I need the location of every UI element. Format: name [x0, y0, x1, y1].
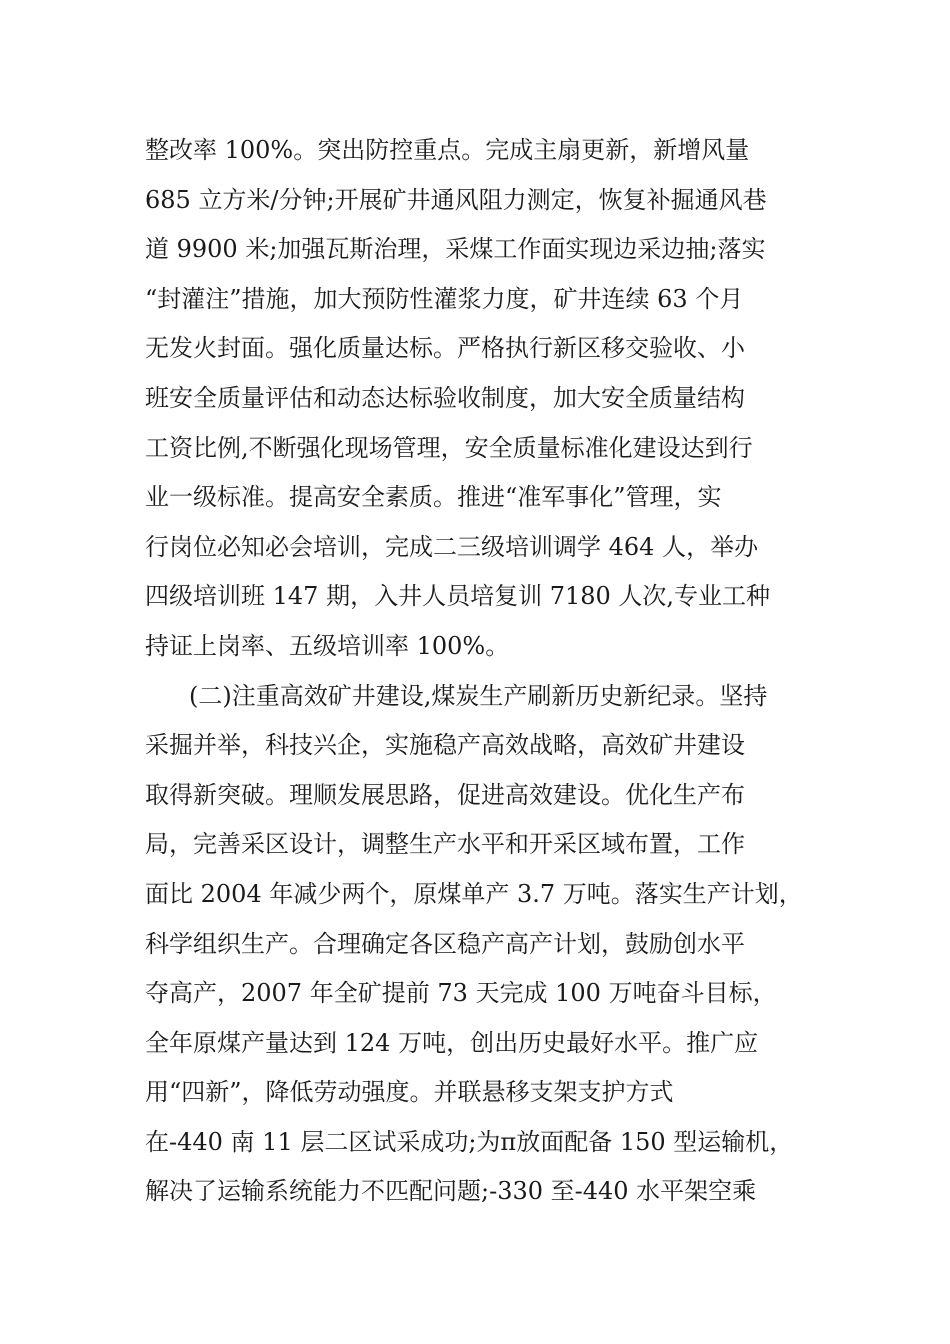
text-line: 在-440 南 11 层二区试采成功;为π放面配备 150 型运输机，	[145, 1127, 794, 1156]
text-line: 无发火封面。强化质量达标。严格执行新区移交验收、小	[145, 334, 745, 363]
text-line: 四级培训班 147 期，入井人员培复训 7180 人次,专业工种	[145, 582, 771, 611]
text-line: 局，完善采区设计，调整生产水平和开采区域布置，工作	[145, 830, 745, 859]
text-line: 取得新突破。理顺发展思路，促进高效建设。优化生产布	[145, 780, 745, 809]
text-line: 采掘并举，科技兴企，实施稳产高效战略，高效矿井建设	[145, 731, 745, 760]
text-line: 685 立方米/分钟;开展矿井通风阻力测定，恢复补掘通风巷	[145, 185, 767, 214]
text-line: 科学组织生产。合理确定各区稳产高产计划，鼓励创水平	[145, 929, 745, 958]
text-line: 工资比例,不断强化现场管理，安全质量标准化建设达到行	[145, 433, 753, 462]
paragraph-1	[145, 126, 825, 672]
text-line: 整改率 100%。突出防控重点。完成主扇更新，新增风量	[145, 136, 750, 164]
text-line: 道 9900 米;加强瓦斯治理，采煤工作面实现边采边抽;落实	[145, 235, 766, 264]
section-heading-line: (二)注重高效矿井建设,煤炭生产刷新历史新纪录。坚持	[189, 681, 768, 710]
text-line: 夺高产，2007 年全矿提前 73 天完成 100 万吨奋斗目标，	[145, 979, 777, 1008]
text-line: “封灌注”措施，加大预防性灌浆力度，矿井连续 63 个月	[145, 284, 744, 313]
document-body	[145, 126, 825, 1217]
text-line: 解决了运输系统能力不匹配问题;-330 至-440 水平架空乘	[145, 1177, 757, 1206]
text-line: 面比 2004 年减少两个，原煤单产 3.7 万吨。落实生产计划，	[145, 879, 803, 908]
text-line: 业一级标准。提高安全素质。推进“准军事化”管理，实	[145, 483, 722, 512]
text-line: 行岗位必知必会培训，完成二三级培训调学 464 人，举办	[145, 532, 759, 561]
text-line: 全年原煤产量达到 124 万吨，创出历史最好水平。推广应	[145, 1028, 759, 1057]
text-line: 持证上岗率、五级培训率 100%。	[145, 631, 510, 660]
text-line: 班安全质量评估和动态达标验收制度，加大安全质量结构	[145, 383, 745, 412]
paragraph-2	[145, 672, 825, 1218]
text-line: 用“四新”，降低劳动强度。并联悬移支架支护方式	[145, 1078, 674, 1107]
